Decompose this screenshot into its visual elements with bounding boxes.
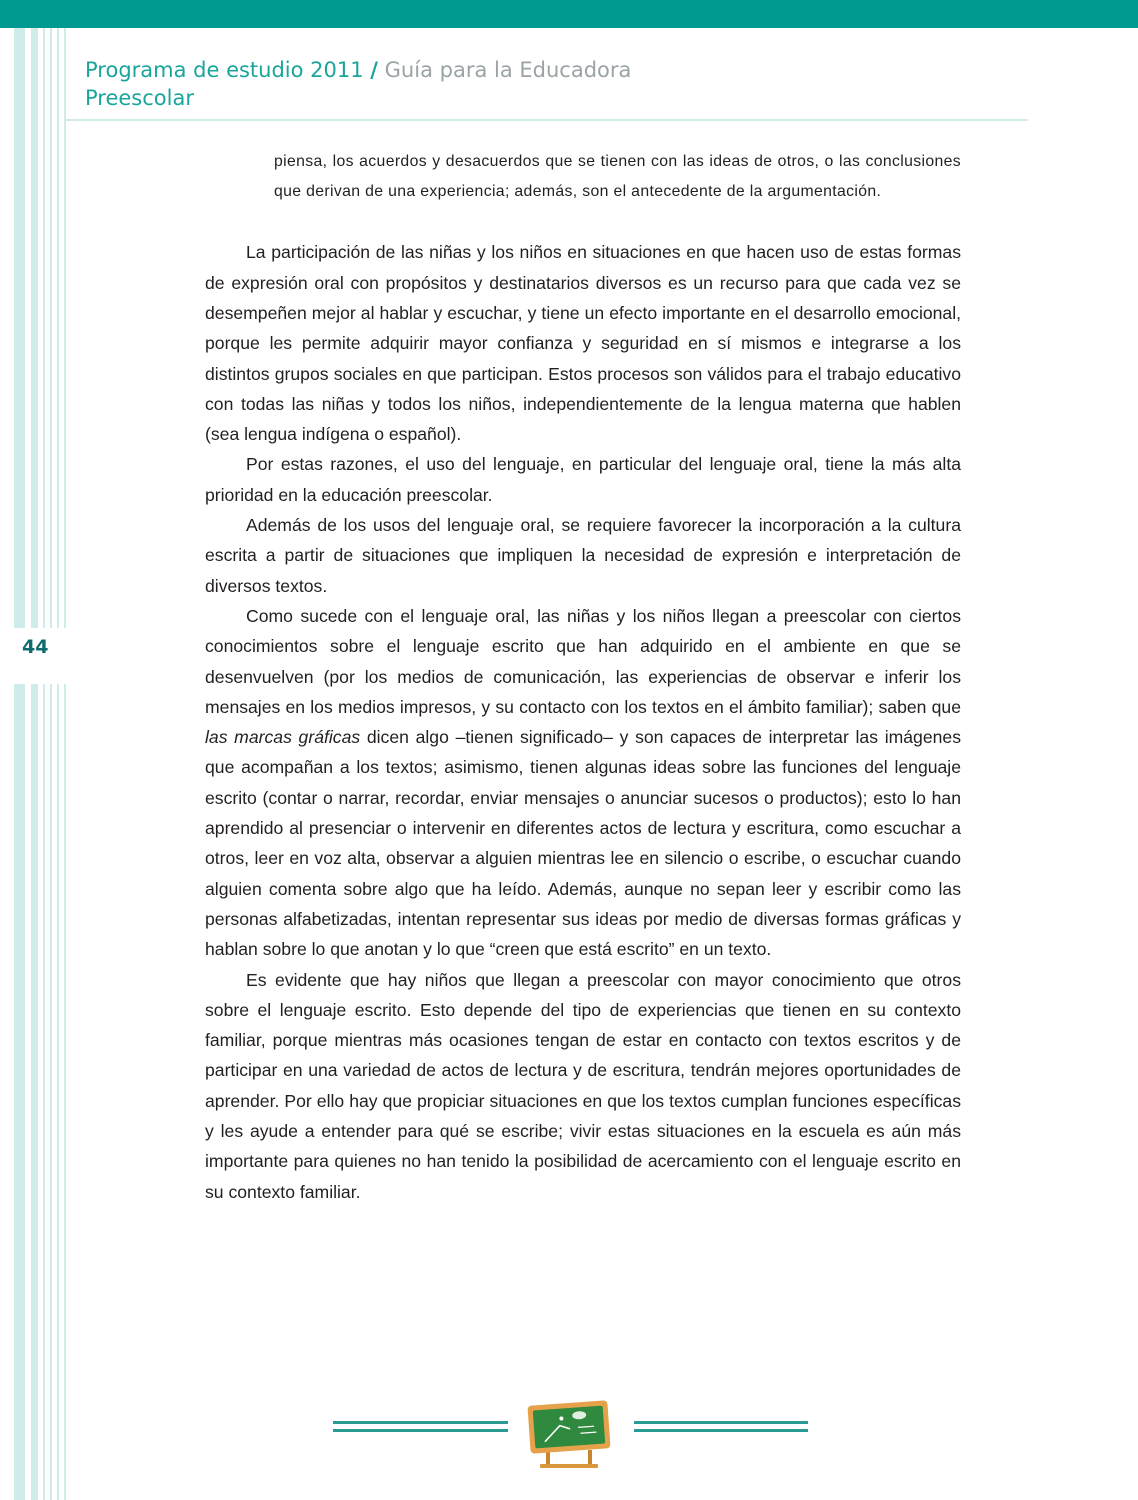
paragraph: Es evidente que hay niños que llegan a preescolar con mayor conocimiento que otros sobre el lenguaje escrito. Esto depende del tipo de experiencias que tienen en su contexto familiar, porque mientras más ocasiones tengan de estar en contacto con textos escritos y de participar en una variedad de actos de lectura y de escritura, tendrán mejores oportunidades de aprender. Por ello hay que propiciar situaciones en que los textos cumplan funciones específicas y les ayude a entender para qué se escribe; vivir estas situaciones en la escuela es aún más importante para quienes no han tenido la posibilidad de acercamiento con el lenguaje escrito en su contexto familiar.: [205, 969, 961, 1202]
running-header: [85, 56, 631, 112]
body-text: [205, 237, 961, 1207]
top-color-band: [0, 0, 1138, 28]
paragraph: La participación de las niñas y los niños en situaciones en que hacen uso de estas formas de expresión oral con propósitos y destinatarios diversos es un recurso para que cada vez se desempeñen mejor al hablar y escuchar, y tiene un efecto importante en el desarrollo emocional, porque les permite adquirir mayor confianza y seguridad en sí mismos e integrarse a los distintos grupos sociales en que participan. Estos procesos son válidos para el trabajo educativo con todas las niñas y todos los niños, independientemente de la lengua materna que hablen (sea lengua indígena o español).: [205, 242, 961, 445]
paragraph-text: dicen algo –tienen significado– y son capaces de interpretar las imágenes que acompañan a los textos; asimismo, tienen algunas ideas sobre las funciones del lenguaje escrito (contar o narrar, recordar, enviar mensajes o anunciar sucesos o productos); esto lo han aprendido al presenciar o intervenir en diferentes actos de lectura y escritura, como escuchar a otros, leer en voz alta, observar a alguien mientras lee en silencio o escribe, o escuchar cuando alguien comenta sobre algo que ha leído. Además, aunque no sepan leer y escribir como las personas alfabetizadas, intentan representar sus ideas por medio de diversas formas gráficas y hablan sobre lo que anotan y lo que “creen que está escrito” en un texto.: [205, 727, 961, 960]
paragraph: Por estas razones, el uso del lenguaje, en particular del lenguaje oral, tiene la más alta prioridad en la educación preescolar.: [205, 454, 961, 505]
header-subtitle: Guía para la Educadora: [384, 58, 632, 82]
quote-continuation: piensa, los acuerdos y desacuerdos que se tienen con las ideas de otros, o las conclusiones que derivan de una experiencia; además, son el antecedente de la argumentación.: [274, 153, 961, 201]
chalkboard-icon: [526, 1398, 612, 1473]
footer-line-right: [634, 1421, 808, 1437]
page-number: 44: [22, 636, 49, 658]
header-rule: [66, 119, 1028, 121]
main-content: [205, 147, 961, 1207]
paragraph-text: Como sucede con el lenguaje oral, las niñas y los niños llegan a preescolar con ciertos conocimientos sobre el lenguaje escrito que han adquirido en el ambiente en que se desenvuelven (por los medios de comunicación, las experiencias de observar e inferir los mensajes en los medios impresos, y su contacto con los textos en el ámbito familiar); saben que: [205, 605, 961, 717]
paragraph: Además de los usos del lenguaje oral, se requiere favorecer la incorporación a la cultura escrita a partir de situaciones que impliquen la necesidad de expresión e interpretación de diversos textos.: [205, 515, 961, 596]
header-title: Programa de estudio 2011: [85, 58, 364, 82]
emphasis-text: las marcas gráficas: [205, 727, 361, 748]
header-separator: /: [370, 58, 378, 82]
footer-line-left: [333, 1421, 508, 1437]
paragraph: [205, 601, 961, 965]
header-level: Preescolar: [85, 86, 194, 110]
